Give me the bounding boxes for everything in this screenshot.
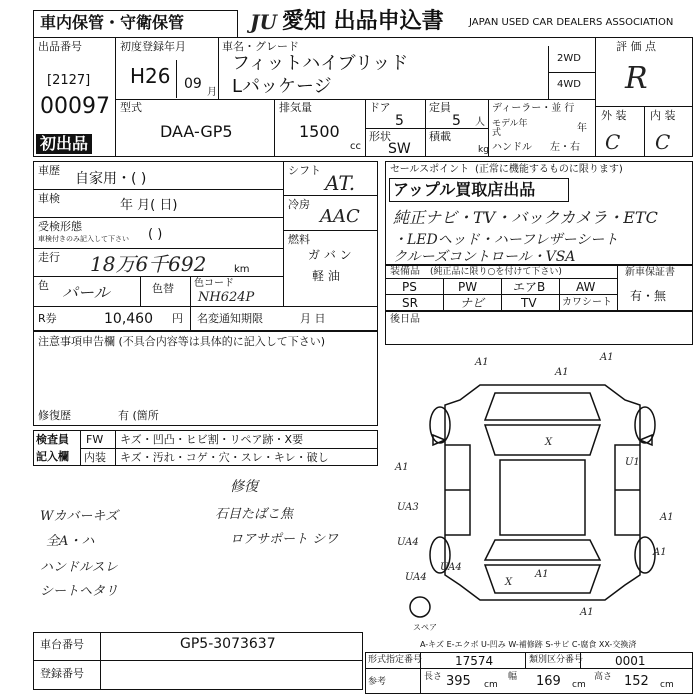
mark-right-door: A1 [660, 512, 674, 523]
type-designation-label: 形式指定番号 [368, 655, 423, 665]
chassis-number: GP5-3073637 [180, 636, 276, 652]
model-name-line1: フィットハイブリッド [232, 53, 409, 74]
registration-month-unit: 月 [207, 87, 217, 98]
model-year-label: モデル年式 [492, 119, 528, 138]
shift-value: AT. [325, 171, 356, 195]
handle-label: ハンドル [492, 142, 532, 153]
sales-point-line3: クルーズコントロール・VSA [393, 249, 576, 265]
name-change-label: 名変通知期限 [197, 312, 263, 325]
damage-legend: A-キズ E-エクボ U-凹み W-補修跡 S-サビ C-腐食 XX-交換済 [420, 640, 637, 649]
color-code-value: NH624P [198, 290, 255, 305]
mileage-label: 走行 [38, 251, 60, 264]
aircon-value: AAC [320, 206, 360, 227]
rear-item-label: 後日品 [390, 314, 420, 325]
equip-seat: カワシート [562, 297, 612, 308]
history-label: 車歴 [38, 164, 60, 177]
inspector-row1-head: FW [86, 433, 104, 446]
capacity-unit: 人 [475, 117, 485, 128]
equip-airbag: エアB [513, 280, 546, 294]
drive-4wd: 4WD [557, 79, 581, 90]
exterior-grade: C [605, 130, 621, 154]
type-value: DAA-GP5 [160, 122, 233, 141]
recycle-unit: 円 [172, 312, 183, 325]
evaluation-score: R [625, 61, 648, 96]
note-lower-support: ロアサポート シワ [230, 532, 339, 547]
fuel-diesel: 軽 油 [312, 269, 340, 283]
mileage-unit: km [234, 264, 250, 275]
width-value: 169 [536, 674, 561, 689]
mark-left-rear: UA4 [397, 537, 419, 548]
spare-label: スペア [413, 623, 437, 632]
note-seat: シートヘタリ [40, 584, 119, 599]
registration-month: 09 [184, 76, 202, 92]
color-label: 色 [38, 279, 49, 292]
displacement-label: 排気量 [279, 101, 312, 114]
interior-label: 内 装 [650, 109, 676, 122]
model-year-unit: 年 [577, 123, 587, 134]
form-title: 愛知 出品申込書 [282, 9, 444, 34]
storage-badge-text: 車内保管・守衛保管 [40, 13, 185, 32]
mark-right-side: U1 [625, 457, 640, 468]
equip-navi: ナビ [460, 296, 485, 310]
entry-code: [2127] [47, 73, 91, 88]
mark-front-left: A1 [475, 357, 489, 368]
recycle-label: R券 [38, 312, 57, 325]
entry-label: 出品番号 [38, 40, 82, 53]
color-value: パール [62, 283, 110, 302]
registration-year: H26 [130, 64, 171, 88]
displacement-unit: cc [350, 141, 361, 152]
mark-windshield: X [545, 437, 553, 448]
length-unit: cm [484, 680, 498, 690]
shape-label: 形状 [369, 130, 391, 143]
load-label: 積載 [429, 130, 451, 143]
note-handle: ハンドルスレ [40, 560, 118, 575]
drive-2wd: 2WD [557, 53, 581, 64]
mark-trunk: A1 [535, 569, 549, 580]
evaluation-label: 評 価 点 [616, 40, 656, 53]
category-value: 0001 [615, 654, 646, 668]
mark-front-center: A1 [555, 367, 569, 378]
remarks-label: 注意事項申告欄 (不具合内容等は具体的に記入して下さい) [38, 335, 326, 348]
note-stone: 石目たばこ焦 [215, 507, 294, 522]
displacement-value: 1500 [299, 122, 340, 141]
recycle-value: 10,460 [104, 311, 153, 327]
sales-points-headline: アップル買取店出品 [393, 180, 536, 199]
form-subtitle: JAPAN USED CAR DEALERS ASSOCIATION [469, 17, 674, 28]
name-change-value: 月 日 [300, 312, 326, 325]
note-all: 全A・ハ [46, 534, 95, 549]
first-listing-badge: 初出品 [36, 134, 92, 154]
registration-label: 初度登録年月 [120, 40, 186, 53]
equip-tv: TV [521, 296, 537, 310]
repair-label: 修復歴 [38, 409, 71, 422]
car-damage-diagram [385, 345, 693, 635]
model-label: 車名・グレード [222, 40, 299, 53]
inspection-value: 年 月( 日) [120, 198, 178, 213]
height-label: 高さ [594, 672, 613, 682]
exterior-label: 外 装 [601, 109, 627, 122]
category-label: 類別区分番号 [529, 655, 584, 665]
chassis-label: 車台番号 [40, 638, 84, 651]
width-unit: cm [572, 680, 586, 690]
inspector-label-2: 記入欄 [36, 450, 69, 463]
sales-points-note: (正常に機能するものに限ります) [475, 164, 623, 175]
shift-label: シフト [288, 164, 321, 177]
sales-points-label: セールスポイント [390, 164, 470, 175]
capacity-label: 定員 [429, 101, 451, 114]
capacity-value: 5 [452, 113, 461, 129]
equip-aw: AW [576, 280, 596, 294]
note-repair: 修復 [230, 479, 258, 495]
mark-left-door: UA3 [397, 502, 419, 513]
mark-rear-right: A1 [580, 607, 594, 618]
model-name-line2: Lパッケージ [232, 76, 332, 97]
height-value: 152 [624, 674, 649, 689]
inspector-row1-items: キズ・凹凸・ヒビ割・リペア跡・X要 [120, 433, 304, 446]
receipt-value: ( ) [148, 227, 163, 242]
ju-logo: JU [250, 10, 277, 34]
shape-value: SW [388, 141, 411, 157]
load-unit: kg [478, 145, 489, 155]
handle-value: 左・右 [550, 142, 580, 153]
fuel-gasoline: ガ バ ン [308, 248, 352, 262]
interior-grade: C [655, 130, 671, 154]
width-label: 幅 [508, 672, 518, 682]
equip-pw: PW [458, 280, 478, 294]
doors-label: ドア [369, 101, 391, 114]
length-value: 395 [446, 674, 471, 689]
mark-front-right: A1 [600, 352, 614, 363]
mark-rear-left: UA4 [405, 572, 427, 583]
color-swap-label: 色替 [152, 282, 174, 295]
dealer-label: ディーラー・並 行 [492, 103, 575, 114]
equip-sr: SR [402, 296, 418, 310]
rear-item-box [385, 311, 693, 345]
color-code-label: 色コード [194, 278, 234, 289]
height-unit: cm [660, 680, 674, 690]
mark-left-side: A1 [395, 462, 409, 473]
warranty-value: 有・無 [630, 289, 667, 303]
equipment-note: (純正品に限り○を付けて下さい) [430, 267, 562, 277]
receipt-note: 車検付きのみ記入して下さい [38, 235, 129, 243]
dimensions-label: 参考 [368, 677, 387, 687]
mark-rear-center: X [505, 577, 513, 588]
mileage-value: 18万6千692 [90, 252, 207, 276]
sales-point-line2: ・LEDヘッド・ハーフレザーシート [393, 232, 619, 248]
aircon-label: 冷房 [288, 198, 310, 211]
inspector-label-1: 検査員 [36, 433, 69, 446]
receipt-label: 受検形態 [38, 220, 82, 233]
inspector-row2-items: キズ・汚れ・コゲ・穴・スレ・キレ・破し [120, 451, 329, 464]
doors-value: 5 [395, 113, 404, 129]
mark-right-rear: A1 [653, 547, 667, 558]
repair-value: 有 (箇所 [118, 409, 159, 422]
fuel-label: 燃料 [288, 233, 310, 246]
sales-point-line1: 純正ナビ・TV・バックカメラ・ETC [393, 208, 658, 227]
inspection-label: 車検 [38, 192, 60, 205]
equip-ps: PS [402, 280, 417, 294]
type-designation-value: 17574 [455, 654, 494, 668]
history-value: 自家用・( ) [75, 171, 147, 187]
warranty-label: 新車保証書 [625, 267, 675, 278]
equipment-label: 装備品 [390, 266, 420, 277]
note-wcover: Wカバーキズ [40, 509, 119, 524]
registration-number-label: 登録番号 [40, 667, 84, 680]
entry-number: 00097 [40, 94, 110, 119]
mark-rear-left-2: UA4 [440, 562, 462, 573]
inspector-row2-head: 内装 [84, 451, 106, 464]
length-label: 長さ [424, 672, 443, 682]
type-label: 型式 [120, 101, 142, 114]
